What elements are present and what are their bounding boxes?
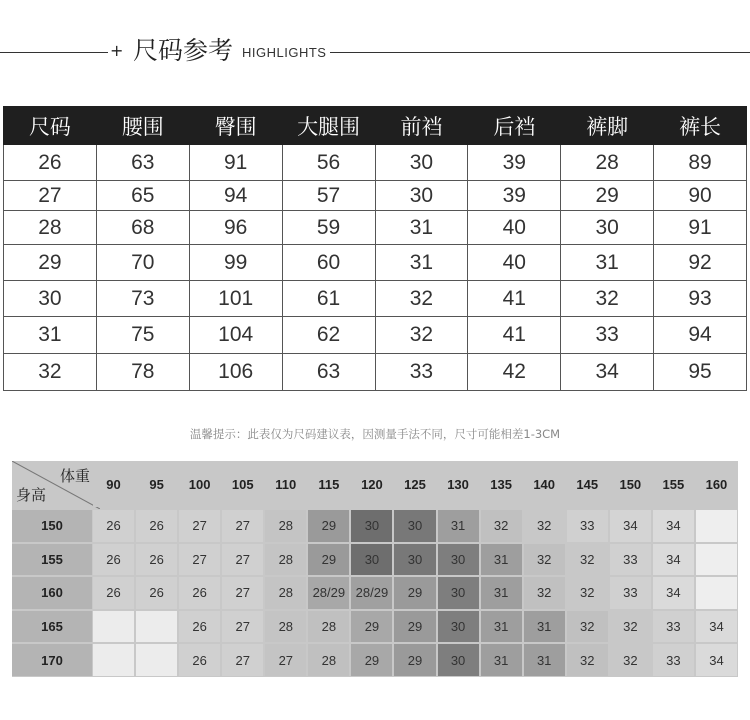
fit-size-cell: 31 xyxy=(524,644,565,676)
size-cell: 70 xyxy=(96,245,189,281)
size-cell: 39 xyxy=(468,145,561,181)
weight-column-header: 140 xyxy=(524,461,565,507)
fit-size-cell: 32 xyxy=(567,544,608,576)
fit-size-cell: 30 xyxy=(351,544,392,576)
height-row-header: 160 xyxy=(12,577,92,609)
size-cell: 104 xyxy=(189,317,282,354)
column-header: 尺码 xyxy=(4,107,97,145)
fit-size-cell: 31 xyxy=(481,577,522,609)
fit-size-cell: 29 xyxy=(308,510,349,542)
fit-size-cell: 34 xyxy=(653,510,694,542)
size-cell: 61 xyxy=(282,281,375,317)
size-cell: 73 xyxy=(96,281,189,317)
size-cell: 63 xyxy=(282,354,375,391)
size-cell: 28 xyxy=(4,211,97,245)
plus-icon: + xyxy=(110,41,124,60)
size-cell: 30 xyxy=(4,281,97,317)
header-rule-right xyxy=(330,52,750,53)
fit-size-cell: 30 xyxy=(438,611,479,643)
size-cell: 28 xyxy=(561,145,654,181)
size-cell: 32 xyxy=(375,317,468,354)
size-table xyxy=(3,106,747,391)
fit-size-cell: 33 xyxy=(567,510,608,542)
size-cell: 42 xyxy=(468,354,561,391)
column-header: 裤脚 xyxy=(561,107,654,145)
size-cell: 60 xyxy=(282,245,375,281)
weight-column-header: 95 xyxy=(136,461,177,507)
height-row-header: 155 xyxy=(12,544,92,576)
fit-size-cell: 28/29 xyxy=(351,577,392,609)
size-table-header-row xyxy=(4,107,747,145)
section-header xyxy=(0,30,750,74)
column-header: 腰围 xyxy=(96,107,189,145)
size-row xyxy=(4,317,747,354)
size-cell: 33 xyxy=(375,354,468,391)
size-cell: 106 xyxy=(189,354,282,391)
section-subtitle: HIGHLIGHTS xyxy=(242,45,327,60)
fit-size-cell: 31 xyxy=(481,644,522,676)
size-cell: 32 xyxy=(4,354,97,391)
size-chart xyxy=(3,106,747,391)
weight-column-header: 145 xyxy=(567,461,608,507)
fit-size-cell xyxy=(93,644,134,676)
fit-size-cell: 33 xyxy=(653,644,694,676)
fit-size-cell: 32 xyxy=(567,577,608,609)
weight-column-header: 110 xyxy=(265,461,306,507)
size-cell: 56 xyxy=(282,145,375,181)
fit-size-cell: 29 xyxy=(394,577,435,609)
size-cell: 31 xyxy=(561,245,654,281)
size-cell: 92 xyxy=(654,245,747,281)
fit-size-cell: 29 xyxy=(394,611,435,643)
fit-size-cell: 32 xyxy=(524,544,565,576)
weight-column-header: 125 xyxy=(394,461,435,507)
size-cell: 63 xyxy=(96,145,189,181)
size-cell: 41 xyxy=(468,317,561,354)
fit-size-cell: 27 xyxy=(179,510,220,542)
fit-size-cell: 30 xyxy=(438,577,479,609)
fit-size-cell: 31 xyxy=(524,611,565,643)
size-row xyxy=(4,281,747,317)
fit-size-cell: 29 xyxy=(394,644,435,676)
size-cell: 96 xyxy=(189,211,282,245)
height-row-header: 165 xyxy=(12,611,92,643)
weight-column-header: 115 xyxy=(308,461,349,507)
column-header: 后裆 xyxy=(468,107,561,145)
size-cell: 26 xyxy=(4,145,97,181)
fit-size-cell xyxy=(696,577,737,609)
size-cell: 40 xyxy=(468,245,561,281)
size-row xyxy=(4,354,747,391)
fit-size-cell: 32 xyxy=(524,510,565,542)
weight-column-header: 120 xyxy=(351,461,392,507)
height-weight-grid xyxy=(12,461,738,677)
size-cell: 91 xyxy=(654,211,747,245)
fit-size-cell: 28 xyxy=(265,577,306,609)
fit-size-cell: 26 xyxy=(93,544,134,576)
size-cell: 59 xyxy=(282,211,375,245)
size-row xyxy=(4,211,747,245)
fit-size-cell: 30 xyxy=(438,544,479,576)
fit-size-cell: 29 xyxy=(351,611,392,643)
size-cell: 31 xyxy=(4,317,97,354)
fit-size-cell: 34 xyxy=(653,577,694,609)
size-cell: 78 xyxy=(96,354,189,391)
size-cell: 33 xyxy=(561,317,654,354)
fit-size-cell: 34 xyxy=(610,510,651,542)
fit-size-cell: 28 xyxy=(265,544,306,576)
fit-size-cell: 26 xyxy=(93,510,134,542)
fit-size-cell: 32 xyxy=(481,510,522,542)
fit-size-cell: 30 xyxy=(351,510,392,542)
grid-corner-header xyxy=(12,461,100,509)
fit-size-cell xyxy=(696,544,737,576)
size-cell: 90 xyxy=(654,181,747,211)
fit-size-cell: 26 xyxy=(93,577,134,609)
fit-size-cell: 32 xyxy=(610,644,651,676)
fit-size-cell: 29 xyxy=(308,544,349,576)
size-cell: 40 xyxy=(468,211,561,245)
size-cell: 30 xyxy=(375,181,468,211)
size-cell: 101 xyxy=(189,281,282,317)
fit-size-cell: 27 xyxy=(265,644,306,676)
fit-note: 温馨提示：此表仅为尺码建议表，因测量手法不同，尺寸可能相差1-3CM xyxy=(189,427,561,441)
size-cell: 30 xyxy=(561,211,654,245)
size-cell: 68 xyxy=(96,211,189,245)
fit-size-cell: 30 xyxy=(394,544,435,576)
weight-axis-label: 体重 xyxy=(59,467,90,485)
weight-column-header: 130 xyxy=(438,461,479,507)
height-axis-label: 身高 xyxy=(16,486,47,504)
weight-column-header: 105 xyxy=(222,461,263,507)
column-header: 前裆 xyxy=(375,107,468,145)
column-header: 大腿围 xyxy=(282,107,375,145)
weight-column-header: 160 xyxy=(696,461,737,507)
fit-size-cell: 31 xyxy=(438,510,479,542)
size-cell: 94 xyxy=(189,181,282,211)
fit-size-cell: 30 xyxy=(438,644,479,676)
size-cell: 30 xyxy=(375,145,468,181)
fit-size-cell: 27 xyxy=(222,644,263,676)
fit-size-cell: 32 xyxy=(567,611,608,643)
size-row xyxy=(4,181,747,211)
fit-size-cell: 26 xyxy=(179,644,220,676)
fit-size-cell: 28/29 xyxy=(308,577,349,609)
size-cell: 94 xyxy=(654,317,747,354)
size-cell: 31 xyxy=(375,211,468,245)
size-cell: 31 xyxy=(375,245,468,281)
size-row xyxy=(4,145,747,181)
size-cell: 75 xyxy=(96,317,189,354)
size-cell: 32 xyxy=(561,281,654,317)
fit-size-cell: 27 xyxy=(222,510,263,542)
fit-size-cell: 28 xyxy=(308,644,349,676)
height-row-header: 150 xyxy=(12,510,92,542)
fit-size-cell: 26 xyxy=(136,577,177,609)
fit-size-cell: 27 xyxy=(222,544,263,576)
fit-size-cell: 32 xyxy=(567,644,608,676)
size-cell: 99 xyxy=(189,245,282,281)
size-cell: 89 xyxy=(654,145,747,181)
column-header: 裤长 xyxy=(654,107,747,145)
size-cell: 95 xyxy=(654,354,747,391)
fit-size-cell: 31 xyxy=(481,611,522,643)
fit-size-cell: 32 xyxy=(610,611,651,643)
fit-size-cell: 33 xyxy=(610,544,651,576)
fit-size-cell: 27 xyxy=(222,577,263,609)
weight-column-header: 135 xyxy=(481,461,522,507)
size-cell: 32 xyxy=(375,281,468,317)
fit-size-cell: 34 xyxy=(696,644,737,676)
fit-size-cell: 27 xyxy=(222,611,263,643)
size-cell: 57 xyxy=(282,181,375,211)
size-cell: 29 xyxy=(561,181,654,211)
fit-size-cell: 32 xyxy=(524,577,565,609)
fit-size-cell xyxy=(93,611,134,643)
fit-size-cell: 30 xyxy=(394,510,435,542)
fit-size-cell: 26 xyxy=(179,611,220,643)
weight-column-header: 150 xyxy=(610,461,651,507)
fit-size-cell: 26 xyxy=(136,544,177,576)
size-cell: 91 xyxy=(189,145,282,181)
size-cell: 62 xyxy=(282,317,375,354)
fit-size-cell: 33 xyxy=(610,577,651,609)
weight-column-header: 90 xyxy=(93,461,134,507)
fit-size-cell: 29 xyxy=(351,644,392,676)
fit-size-cell: 28 xyxy=(265,510,306,542)
fit-size-cell: 31 xyxy=(481,544,522,576)
fit-size-cell: 28 xyxy=(308,611,349,643)
column-header: 臀围 xyxy=(189,107,282,145)
fit-size-cell: 26 xyxy=(179,577,220,609)
size-cell: 39 xyxy=(468,181,561,211)
size-cell: 29 xyxy=(4,245,97,281)
section-title: 尺码参考 xyxy=(133,36,234,65)
fit-size-cell: 27 xyxy=(179,544,220,576)
weight-column-header: 155 xyxy=(653,461,694,507)
fit-size-cell: 28 xyxy=(265,611,306,643)
fit-size-cell xyxy=(136,644,177,676)
height-row-header: 170 xyxy=(12,644,92,676)
size-row xyxy=(4,245,747,281)
header-rule-left xyxy=(0,52,108,53)
fit-size-cell: 33 xyxy=(653,611,694,643)
size-cell: 41 xyxy=(468,281,561,317)
size-cell: 93 xyxy=(654,281,747,317)
size-cell: 34 xyxy=(561,354,654,391)
size-cell: 65 xyxy=(96,181,189,211)
fit-size-cell: 34 xyxy=(653,544,694,576)
weight-column-header: 100 xyxy=(179,461,220,507)
size-cell: 27 xyxy=(4,181,97,211)
fit-size-cell xyxy=(696,510,737,542)
fit-size-cell: 26 xyxy=(136,510,177,542)
fit-size-cell: 34 xyxy=(696,611,737,643)
fit-size-cell xyxy=(136,611,177,643)
